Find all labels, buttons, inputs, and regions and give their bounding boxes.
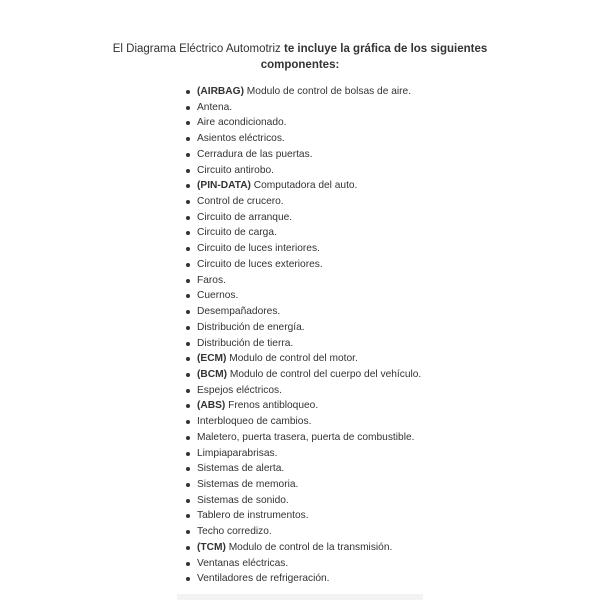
component-text: Modulo de control del cuerpo del vehículo. (227, 368, 422, 380)
bullet-icon (186, 216, 190, 220)
component-text: Desempañadores. (197, 306, 281, 318)
bottom-divider (177, 594, 423, 600)
component-text: Sistemas de sonido. (197, 494, 289, 506)
intro-bold-text: te incluye la gráfica de los siguientes componentes: (260, 43, 488, 71)
list-item (186, 524, 546, 540)
list-item (186, 84, 546, 100)
intro-paragraph (100, 41, 500, 73)
list-item (186, 131, 546, 147)
list-item (186, 147, 546, 163)
bullet-icon (186, 294, 190, 298)
bullet-icon (186, 169, 190, 173)
component-text: Modulo de control del motor. (226, 353, 358, 365)
list-item (186, 115, 546, 131)
bullet-icon (186, 184, 190, 188)
component-text: Control de crucero. (197, 196, 284, 208)
bullet-icon (186, 420, 190, 424)
list-item (186, 288, 546, 304)
bullet-icon (186, 373, 190, 377)
list-item (186, 194, 546, 210)
component-text: Modulo de control de la transmisión. (225, 541, 393, 553)
list-item (186, 351, 546, 367)
list-item (186, 367, 546, 383)
component-text: Techo corredizo. (197, 526, 272, 538)
bullet-icon (186, 263, 190, 267)
bullet-icon (186, 342, 190, 346)
list-item (186, 493, 546, 509)
component-text: Modulo de control de bolsas de aire. (243, 86, 412, 97)
list-item (186, 241, 546, 257)
component-text: Ventiladores de refrigeración. (197, 573, 330, 585)
component-text: Sistemas de alerta. (197, 463, 285, 475)
component-text: Espejos eléctricos. (197, 384, 282, 396)
component-text: Circuito de arranque. (197, 211, 293, 223)
bullet-icon (186, 530, 190, 534)
list-item (186, 556, 546, 572)
component-code: (ECM) (197, 353, 227, 365)
component-text: Computadora del auto. (250, 180, 358, 192)
bullet-icon (186, 153, 190, 157)
intro-normal-text: El Diagrama Eléctrico Automotriz (112, 43, 285, 55)
component-text: Circuito antirobo. (197, 164, 275, 176)
component-text: Frenos antibloqueo. (225, 400, 319, 412)
bullet-icon (186, 499, 190, 503)
bullet-icon (186, 247, 190, 251)
list-item (186, 477, 546, 493)
bullet-icon (186, 326, 190, 330)
bullet-icon (186, 90, 190, 94)
component-code: (AIRBAG) (197, 86, 244, 97)
component-text: Aire acondicionado. (197, 117, 287, 129)
list-item (186, 540, 546, 556)
bullet-icon (186, 389, 190, 393)
bullet-icon (186, 562, 190, 566)
list-item (186, 398, 546, 414)
bullet-icon (186, 279, 190, 283)
list-item (186, 383, 546, 399)
component-text: Cuernos. (197, 290, 239, 302)
bullet-icon (186, 121, 190, 125)
component-text: Interbloqueo de cambios. (197, 416, 312, 428)
bullet-icon (186, 514, 190, 518)
list-item (186, 430, 546, 446)
component-text: Asientos eléctricos. (197, 133, 285, 145)
bullet-icon (186, 483, 190, 487)
component-text: Limpiaparabrisas. (197, 447, 278, 459)
bullet-icon (186, 137, 190, 141)
component-code: (ABS) (197, 400, 226, 412)
list-item (186, 508, 546, 524)
component-text: Sistemas de memoria. (197, 478, 299, 490)
bullet-icon (186, 357, 190, 361)
list-item (186, 414, 546, 430)
list-item (186, 225, 546, 241)
component-text: Maletero, puerta trasera, puerta de combustible. (197, 431, 415, 443)
component-list (186, 84, 546, 587)
component-text: Circuito de carga. (197, 227, 277, 239)
list-item (186, 446, 546, 462)
component-text: Ventanas eléctricas. (197, 557, 289, 569)
bullet-icon (186, 467, 190, 471)
list-item (186, 336, 546, 352)
list-item (186, 210, 546, 226)
bullet-icon (186, 200, 190, 204)
component-text: Circuito de luces interiores. (197, 243, 320, 255)
list-item (186, 178, 546, 194)
list-item (186, 100, 546, 116)
bullet-icon (186, 404, 190, 408)
component-text: Circuito de luces exteriores. (197, 258, 323, 270)
component-text: Distribución de energía. (197, 321, 305, 333)
list-item (186, 273, 546, 289)
component-text: Cerradura de las puertas. (197, 148, 313, 160)
component-text: Tablero de instrumentos. (197, 510, 309, 522)
bullet-icon (186, 310, 190, 314)
component-text: Antena. (197, 101, 233, 113)
list-item (186, 461, 546, 477)
bullet-icon (186, 546, 190, 550)
list-item (186, 257, 546, 273)
bullet-icon (186, 577, 190, 581)
component-code: (PIN-DATA) (197, 180, 251, 192)
bullet-icon (186, 106, 190, 110)
list-item (186, 304, 546, 320)
list-item (186, 571, 546, 587)
bullet-icon (186, 436, 190, 440)
bullet-icon (186, 452, 190, 456)
list-item (186, 320, 546, 336)
component-code: (TCM) (197, 541, 226, 553)
component-code: (BCM) (197, 368, 227, 380)
bullet-icon (186, 231, 190, 235)
component-text: Faros. (197, 274, 226, 286)
component-text: Distribución de tierra. (197, 337, 294, 349)
list-item (186, 163, 546, 179)
